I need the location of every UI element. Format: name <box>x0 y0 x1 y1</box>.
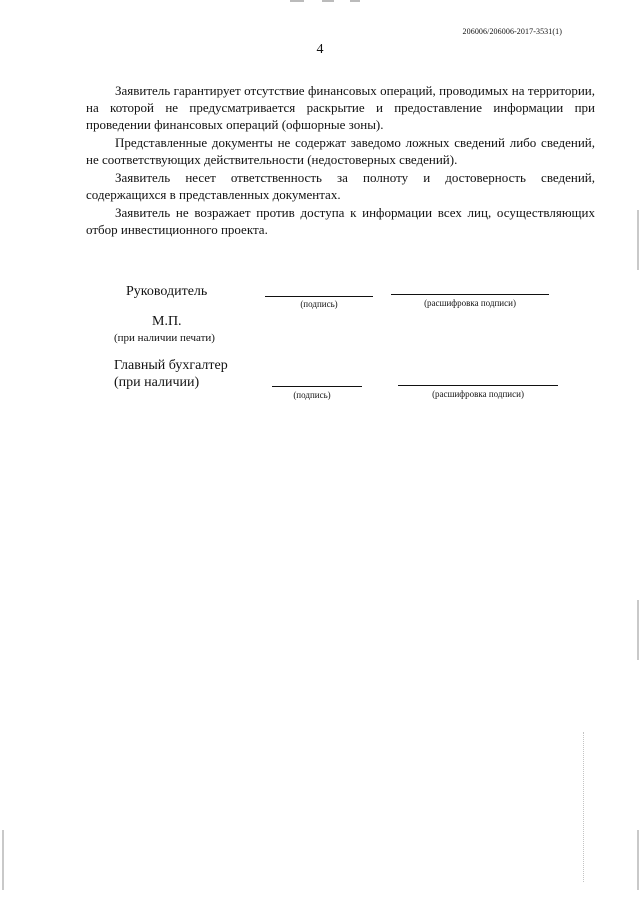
head-signature-line <box>265 296 373 297</box>
paragraph-responsibility: Заявитель несет ответственность за полноту и достоверность сведений, содержащихся в представленных документах. <box>86 170 595 202</box>
accountant-role-label: Главный бухгалтер <box>114 358 228 373</box>
scan-artifact-top <box>322 0 334 2</box>
accountant-signature-line <box>272 386 362 387</box>
page-number: 4 <box>316 42 324 57</box>
head-role-label: Руководитель <box>126 284 208 299</box>
paragraph-access: Заявитель не возражает против доступа к информации всех лиц, осуществляющих отбор инвестиционного проекта. <box>86 205 595 237</box>
document-id: 206006/206006-2017-3531(1) <box>462 27 562 36</box>
stamp-note: (при наличии печати) <box>114 332 215 344</box>
scan-dotted-line <box>583 732 584 882</box>
scan-edge-mark <box>637 210 639 270</box>
head-decode-caption: (расшифровка подписи) <box>424 298 516 308</box>
accountant-role-note: (при наличии) <box>114 375 200 390</box>
paragraph-offshore: Заявитель гарантирует отсутствие финансовых операций, проводимых на территории, на которой не предусматривается раскрытие и предоставление информации при проведении финансовых операций (офшорные зоны). <box>86 83 595 132</box>
scan-edge-mark <box>637 600 639 660</box>
accountant-signature-caption: (подпись) <box>293 390 331 400</box>
head-decode-line <box>391 294 549 295</box>
accountant-decode-caption: (расшифровка подписи) <box>432 389 524 399</box>
scan-artifact-top <box>350 0 360 2</box>
head-signature-caption: (подпись) <box>300 299 338 309</box>
stamp-label: М.П. <box>152 314 182 329</box>
paragraph-documents: Представленные документы не содержат заведомо ложных сведений либо сведений, не соответствующих действительности (недостоверных сведений). <box>86 135 595 167</box>
body-text <box>86 82 595 239</box>
scan-edge-mark <box>637 830 639 890</box>
accountant-decode-line <box>398 385 558 386</box>
scan-edge-mark <box>2 830 4 890</box>
scan-artifact-top <box>290 0 304 2</box>
